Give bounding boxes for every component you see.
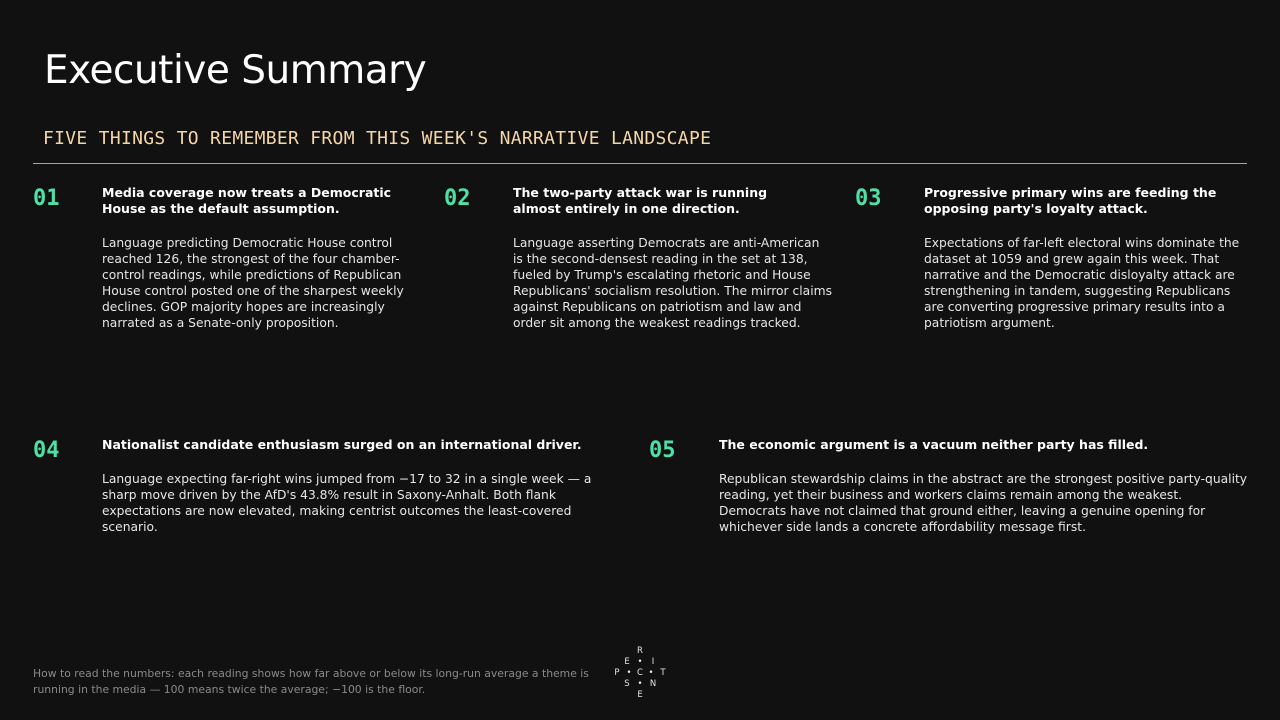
item-body: Expectations of far-left electoral wins dominate the dataset at 1059 and grew again this week. That narrative and the Democratic disloyalty attack are strengthening in tandem, suggesting Republicans are converting progressive primary results into a patriotism argument. — [924, 236, 1240, 330]
item-heading: Nationalist candidate enthusiasm surged on an international driver. — [102, 437, 582, 452]
logo-letter: T — [660, 668, 666, 678]
divider-line — [33, 163, 1247, 164]
logo-dot: • — [626, 668, 632, 678]
item-heading: The two-party attack war is running almost entirely in one direction. — [513, 185, 768, 216]
item-number: 03 — [855, 186, 882, 211]
item-number: 02 — [444, 186, 471, 211]
logo-letter: C — [637, 668, 643, 678]
page-subtitle: FIVE THINGS TO REMEMBER FROM THIS WEEK'S NARRATIVE LANDSCAPE — [43, 128, 712, 149]
item-heading: The economic argument is a vacuum neither party has filled. — [719, 437, 1149, 452]
logo-dot: • — [637, 657, 643, 667]
footnote: How to read the numbers: each reading shows how far above or below its long-run average a theme is running in the media — 100 means twice the average; −100 is the floor. — [33, 667, 589, 696]
item-body: Republican stewardship claims in the abstract are the strongest positive party-quality reading, yet their business and workers claims remain among the weakest. Democrats have not claimed that ground either, leaving a genuine opening for whichever side lands a concrete affordability message first. — [719, 472, 1248, 534]
logo-letter: E — [624, 657, 630, 667]
item-body: Language expecting far-right wins jumped from −17 to 32 in a single week — a sharp move driven by the AfD's 43.8% result in Saxony-Anhalt. Both flank expectations are now elevated, making centrist outcomes the least-covered scenario. — [102, 472, 592, 534]
logo-letter: P — [614, 668, 620, 678]
logo-letter: I — [651, 657, 655, 667]
logo-letter: S — [624, 679, 630, 689]
item-number: 04 — [33, 438, 60, 463]
logo-letter: N — [649, 679, 657, 689]
logo-letter: R — [637, 646, 643, 656]
logo-letter: E — [637, 690, 643, 700]
brand-logo — [612, 646, 668, 702]
item-number: 01 — [33, 186, 60, 211]
page-title: Executive Summary — [44, 48, 427, 93]
item-body: Language asserting Democrats are anti-American is the second-densest reading in the set at 138, fueled by Trump's escalating rhetoric and House Republicans' socialism resolution. The mirror claims against Republicans on patriotism and law and order sit among the weakest readings tracked. — [513, 236, 833, 330]
logo-dot: • — [637, 679, 643, 689]
item-heading: Media coverage now treats a Democratic House as the default assumption. — [102, 185, 392, 216]
item-body: Language predicting Democratic House control reached 126, the strongest of the four chamber-control readings, while predictions of Republican House control posted one of the sharpest weekly declines. GOP majority hopes are increasingly narrated as a Senate-only proposition. — [102, 236, 404, 330]
logo-dot: • — [648, 668, 654, 678]
item-number: 05 — [649, 438, 676, 463]
item-heading: Progressive primary wins are feeding the opposing party's loyalty attack. — [924, 185, 1217, 216]
